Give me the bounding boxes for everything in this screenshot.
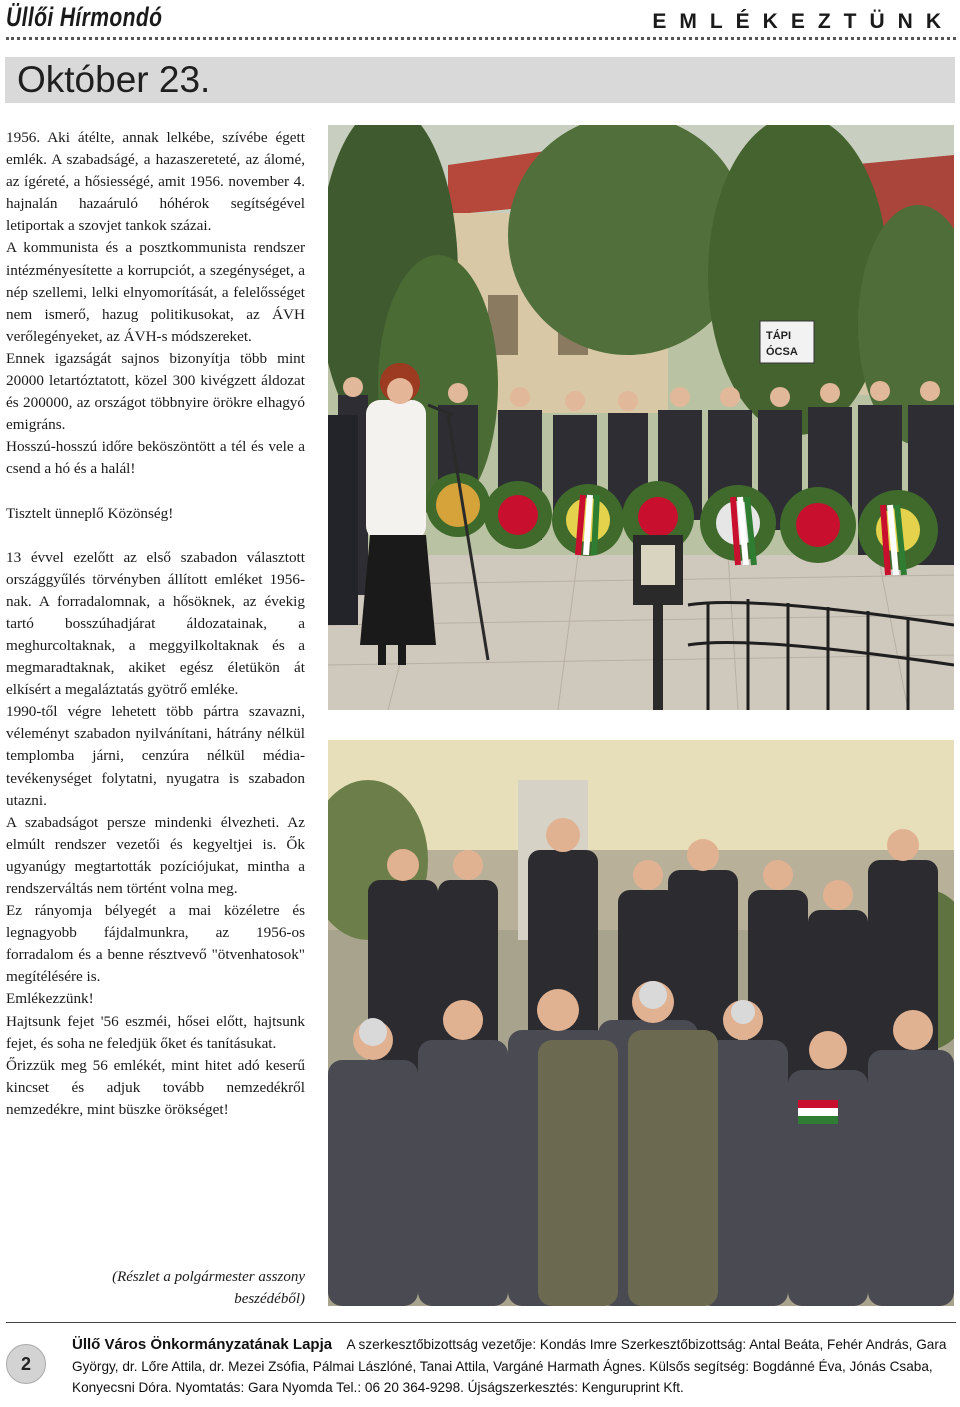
dotted-divider: [6, 37, 956, 40]
ceremony-crowd-illustration: [328, 740, 954, 1306]
ceremony-crowd-photo: [328, 740, 954, 1306]
imprint-credits: A szerkesztőbizottság vezetője: Kondás Imre Szerkesztőbizottság: Antal Beáta, Fehér András, Gara György, dr. Lőre Attila, dr. Mezei Zsófia, Pálmai Lászlóné, Tanai Attila, Vargáné Harmath Ágnes. Külsős segítség: Bogdánné Éva, Jónás Csaba, Konyecsni Dóra. Nyomtatás: Gara Nyomda Tel.: 06 20 364-9298. Újságszerkesztés: Kenguruprint Kft.: [72, 1337, 947, 1395]
article-paragraph: 13 évvel ezelőtt az első szabadon választott országgyűlés törvényben állított emléket 1956-nak. A forradalomnak, a hősöknek, az évekig tartó bosszúhadjárat áldozatainak, a meghurcoltaknak, a meggyilkoltaknak és a megmaradtaknak, akiket egész életükön át elkísért a megaláztatás gyötrő emléke.: [6, 548, 305, 699]
article-paragraph: Emlékezzünk!: [6, 990, 94, 1008]
section-label: EMLÉKEZTÜNK: [652, 10, 954, 33]
article-paragraph: A szabadságot persze mindenki élvezheti. Az elmúlt rendszer vezetői és kegyeltjei is. Ők ugyanúgy megtartották pozíciójukat, mintha a rendszerváltás nem történt volna meg.: [6, 813, 305, 897]
paragraph-gap: [6, 481, 305, 503]
article-paragraph: 1990-től végre lehetett több pártra szavazni, véleményt szabadon nyilvánítani, hátrány nélkül templomba járni, cenzúra nélkül média-tevékenységet folytatni, nyugatra is szabadon utazni.: [6, 703, 305, 809]
newspaper-title: Üllői Hírmondó: [6, 2, 163, 32]
page-number: 2: [6, 1344, 46, 1384]
photo-caption: (Részlet a polgármester asszony beszédéből): [112, 1269, 305, 1307]
paragraph-gap: [6, 525, 305, 547]
article-title-band: [5, 57, 955, 103]
article-paragraph: Ez rányomja bélyegét a mai közéletre és legnagyobb fájdalmunkra, az 1956-os forradalom és a benne résztvevő "ötvenhatosok" megítélésére is.: [6, 902, 305, 986]
ceremony-speaker-illustration: [328, 125, 954, 710]
spacer: [336, 1337, 344, 1352]
road-sign-text-2: ÓCSA: [766, 346, 798, 358]
article-paragraph: A kommunista és a posztkommunista rendszer intézményesítette a korrupciót, a szegénységet, a nép szellemi, lelki elnyomorítását, a felelősséget nem ismerő, hazug politikusokat, az ÁVH verőlegényeket, az ÁVH-s módszereket.: [6, 239, 305, 345]
salutation: Tisztelt ünneplő Közönség!: [6, 504, 174, 522]
article-paragraph: Ennek igazságát sajnos bizonyítja több mint 20000 letartóztatott, közel 300 kivégzett áldozat és 200000, az országot többnyire örökre elhagyó emigráns.: [6, 349, 305, 434]
ceremony-speaker-photo: [328, 125, 954, 710]
article-paragraph: 1956. Aki átélte, annak lelkébe, szívébe égett emlék. A szabadságé, a hazaszereteté, az álomé, az ígéreté, a hősiességé, amit 1956. november 4. hajnalán hazaáruló hóhérok segítségével letiportak a szovjet tankok százai.: [6, 129, 305, 235]
article-body: [6, 127, 305, 1121]
road-sign-text-1: TÁPI: [766, 330, 792, 342]
article-paragraph: Hajtsunk fejet '56 eszméi, hősei előtt, hajtsunk fejet, és soha ne feledjük őket és tanításukat.: [6, 1012, 305, 1052]
footer-imprint: [72, 1334, 954, 1399]
footer-divider: [6, 1322, 956, 1323]
article-title: Október 23.: [17, 59, 211, 100]
article-paragraph: Hosszú-hosszú időre beköszöntött a tél és vele a csend a hó és a halál!: [6, 438, 305, 478]
article-paragraph: Őrizzük meg 56 emlékét, mint hitet adó keserű kincset és adjuk tovább nemzedékről nemzedékre, mint büszke örökséget!: [6, 1056, 305, 1118]
masthead: [6, 2, 956, 38]
publication-name: Üllő Város Önkormányzatának Lapja: [72, 1336, 333, 1353]
